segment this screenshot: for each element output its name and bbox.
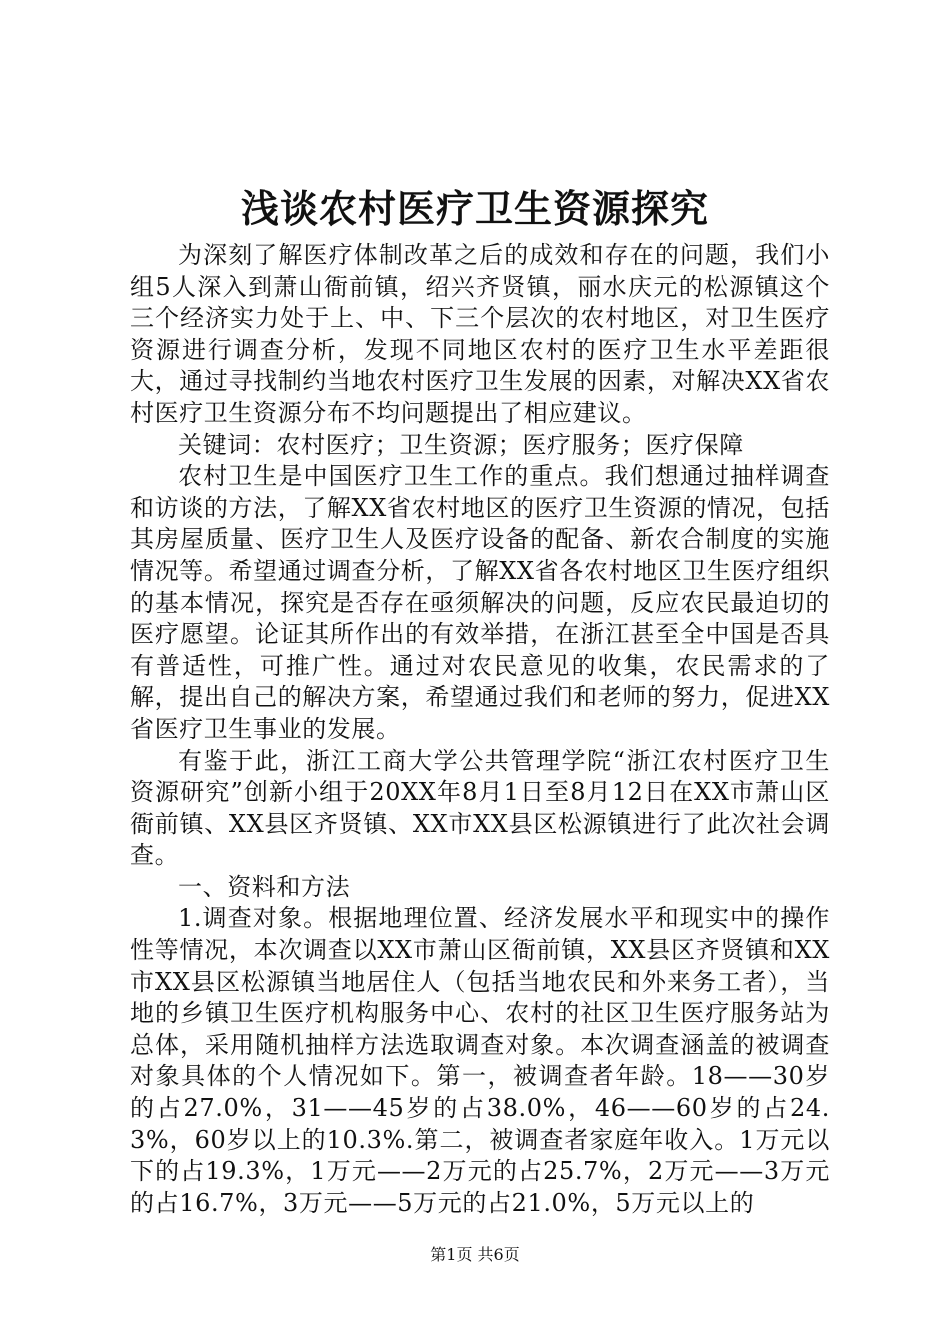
survey-subjects-paragraph: 1.调查对象。根据地理位置、经济发展水平和现实中的操作性等情况，本次调查以XX市萧山区衙前镇，XX县区齐贤镇和XX市XX县区松源镇当地居住人（包括当地农民和外来务工者），当地的乡镇卫生医疗机构服务中心、农村的社区卫生医疗服务站为总体，采用随机抽样方法选取调查对象。本次调查涵盖的被调查对象具体的个人情况如下。第一，被调查者年龄。18——30岁的占27.0%，31——45岁的占38.0%，46——60岁的占24.3%，60岁以上的10.3%.第二，被调查者家庭年收入。1万元以下的占19.3%，1万元——2万元的占25.7%，2万元——3万元的占16.7%，3万元——5万元的占21.0%，5万元以上的 bbox=[130, 904, 830, 1217]
intro-paragraph: 农村卫生是中国医疗卫生工作的重点。我们想通过抽样调查和访谈的方法，了解XX省农村地区的医疗卫生资源的情况，包括其房屋质量、医疗卫生人及医疗设备的配备、新农合制度的实施情况等。希望通过调查分析，了解XX省各农村地区卫生医疗组织的基本情况，探究是否存在亟须解决的问题，反应农民最迫切的医疗愿望。论证其所作出的有效举措，在浙江甚至全中国是否具有普适性，可推广性。通过对农民意见的收集，农民需求的了解，提出自己的解决方案，希望通过我们和老师的努力，促进XX省医疗卫生事业的发展。 bbox=[130, 462, 830, 743]
section-heading: 一、资料和方法 bbox=[178, 872, 351, 901]
abstract-paragraph: 为深刻了解医疗体制改革之后的成效和存在的问题，我们小组5人深入到萧山衙前镇，绍兴齐贤镇，丽水庆元的松源镇这个三个经济实力处于上、中、下三个层次的农村地区，对卫生医疗资源进行调查分析，发现不同地区农村的医疗卫生水平差距很大，通过寻找制约当地农村医疗卫生发展的因素，对解决XX省农村医疗卫生资源分布不均问题提出了相应建议。 bbox=[130, 241, 830, 427]
keywords-paragraph: 关键词：农村医疗；卫生资源；医疗服务；医疗保障 bbox=[178, 430, 744, 459]
page-number-footer: 第1页 共6页 bbox=[430, 1245, 520, 1264]
document-body bbox=[130, 240, 830, 1219]
document-title: 浅谈农村医疗卫生资源探究 bbox=[240, 186, 709, 231]
background-paragraph: 有鉴于此，浙江工商大学公共管理学院“浙江农村医疗卫生资源研究”创新小组于20XX年8月1日至8月12日在XX市萧山区衙前镇、XX县区齐贤镇、XX市XX县区松源镇进行了此次社会调查。 bbox=[130, 746, 830, 870]
